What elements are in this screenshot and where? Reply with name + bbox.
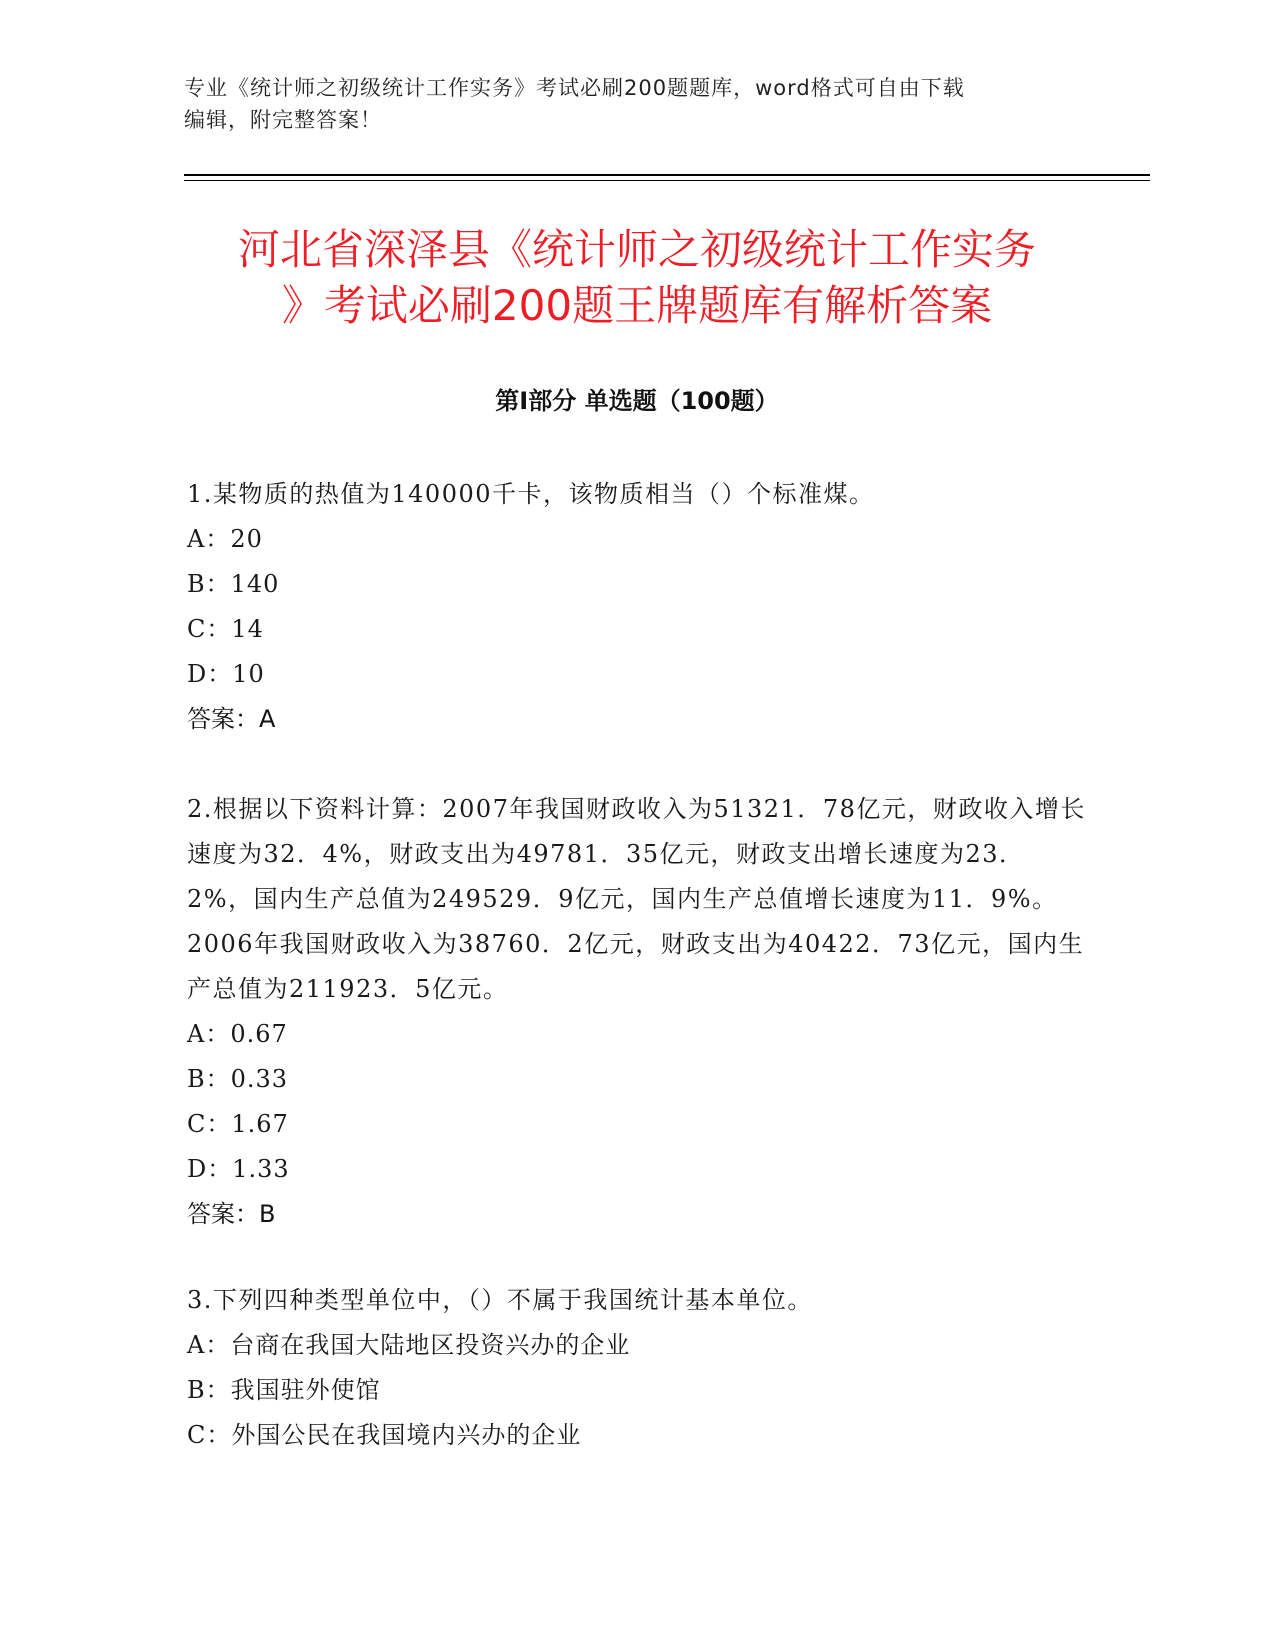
question-stem: 1.某物质的热值为140000千卡，该物质相当（）个标准煤。 (187, 480, 875, 508)
header-note (184, 72, 1064, 136)
answer: 答案：B (187, 1200, 276, 1228)
question-stem: 3.下列四种类型单位中，（）不属于我国统计基本单位。 (187, 1286, 813, 1314)
option-a: A：20 (187, 525, 263, 553)
section-title: 第Ⅰ部分 单选题（100题） (495, 387, 779, 415)
option-b: B：我国驻外使馆 (187, 1376, 381, 1404)
header-divider-thin (184, 180, 1150, 181)
option-c: C：14 (187, 615, 264, 643)
option-b: B：0.33 (187, 1065, 289, 1093)
document-title-line2: 》考试必刷200题王牌题库有解析答案 (281, 281, 993, 330)
answer: 答案：A (187, 705, 276, 733)
question-stem: 2.根据以下资料计算：2007年我国财政收入为51321．78亿元，财政收入增长速度为32．4%，财政支出为49781．35亿元，财政支出增长速度为23．2%，国内生产总值为249529．9亿元，国内生产总值增长速度为11．9%。2006年我国财政收入为38760．2亿元，财政支出为40422．73亿元，国内生产总值为211923．5亿元。 (187, 795, 1086, 1003)
option-d: D：1.33 (187, 1155, 290, 1183)
question-3 (187, 1278, 1087, 1458)
document-title (184, 222, 1090, 334)
document-title-line1: 河北省深泽县《统计师之初级统计工作实务 (237, 225, 1036, 274)
option-a: A：台商在我国大陆地区投资兴办的企业 (187, 1331, 631, 1359)
question-2 (187, 787, 1087, 1237)
header-note-line2: 编辑，附完整答案！ (184, 108, 382, 132)
header-divider-thick (184, 174, 1150, 176)
option-c: C：外国公民在我国境内兴办的企业 (187, 1421, 582, 1449)
header-note-line1: 专业《统计师之初级统计工作实务》考试必刷200题题库，word格式可自由下载 (184, 76, 965, 100)
option-a: A：0.67 (187, 1020, 288, 1048)
option-c: C：1.67 (187, 1110, 289, 1138)
option-d: D：10 (187, 660, 265, 688)
option-b: B：140 (187, 570, 280, 598)
question-1 (187, 472, 1087, 742)
